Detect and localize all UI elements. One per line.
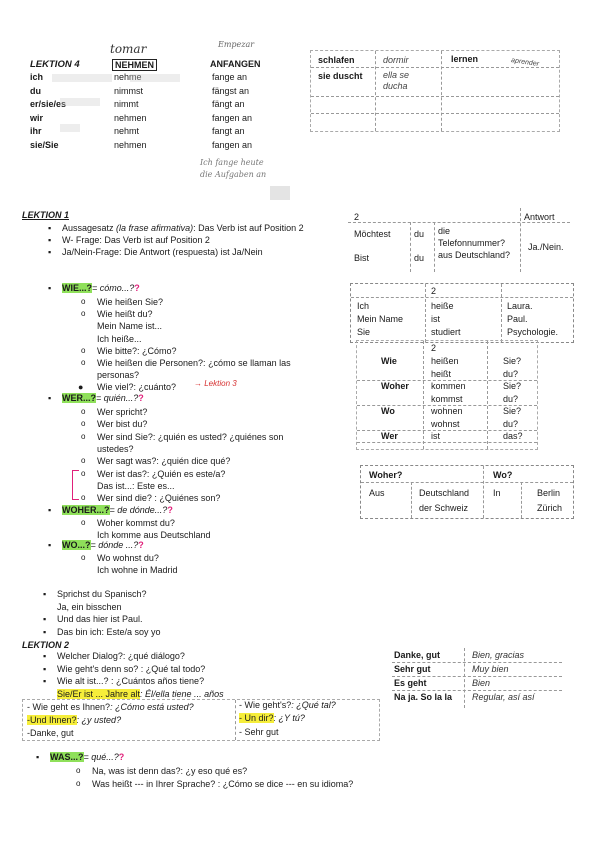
ich-cell: studiert	[431, 327, 461, 337]
pronoun: er/sie/es	[30, 99, 67, 109]
dialogue-l3: -Danke, gut	[27, 728, 74, 738]
faint-scribble	[60, 124, 80, 132]
w-cell-subject: Sie?	[503, 406, 522, 416]
dialogue-r1-de: - Wie geht's?	[239, 700, 292, 710]
nehmen-form: nehmen	[114, 112, 147, 123]
w-cell-subject: das?	[503, 431, 523, 441]
w-cell-verb: heißt	[431, 368, 452, 379]
woher-r2-c2: der Schweiz	[419, 503, 469, 513]
danke-divider	[392, 662, 562, 663]
nehmen-form: nehme	[114, 72, 142, 82]
pronoun: ich	[30, 72, 44, 82]
dialogue-l1	[27, 702, 194, 712]
antwort-h1: 2	[354, 212, 360, 222]
dialogue-r1-es: : ¿Qué tal?	[291, 700, 336, 710]
nehmen-form: nimmt	[114, 99, 139, 109]
jahre-alt-translation: : Él/ella tiene ... años	[140, 689, 224, 699]
ich-cell: Mein Name	[357, 314, 404, 324]
wie-item: o Wie heißen die Personen?: ¿cómo se llaman las	[97, 358, 291, 368]
woher-item: o Woher kommst du?	[97, 518, 175, 528]
danke-divider	[392, 676, 562, 677]
w-cell-verb: kommen	[431, 381, 466, 391]
w-h: 2	[431, 343, 437, 353]
ich-cell: Ich	[357, 301, 370, 311]
handnote-tomar: tomar	[110, 42, 147, 56]
ich-cell: Laura.	[507, 301, 533, 311]
antwort-r1-c1: Möchtest	[354, 229, 391, 239]
dialogue-r2	[239, 713, 305, 723]
pronoun: wir	[30, 112, 44, 123]
lektion2-highlight-line	[57, 689, 224, 699]
woher-label: WOHER...?	[62, 505, 110, 515]
term-frase: (la frase afirmativa)	[116, 223, 194, 233]
handnote-empezar: Empezar	[218, 40, 255, 49]
vocab-aprender: aprender	[510, 57, 540, 68]
wer-translation: = quién...?	[96, 393, 139, 403]
vocab-lernen: lernen	[451, 54, 479, 64]
woher-r1-c2: Deutschland	[419, 488, 470, 498]
woher-r1-c4: Berlin	[537, 488, 561, 498]
handnote-bottom-1: Ich fange heute	[200, 158, 264, 167]
danke-es: Bien, gracias	[472, 650, 525, 660]
table-woher	[360, 465, 574, 519]
w-cell-verb: wohnen	[431, 406, 463, 416]
woher-h1: Woher?	[369, 470, 403, 480]
danke-de: Na ja. So la la	[394, 692, 453, 702]
wo-heading: ▪ WO...?= dónde ...??	[62, 540, 144, 550]
was-item: o Na, was ist denn das?: ¿y eso qué es?	[92, 766, 247, 776]
wie-heading: ▪ WIE...?= cómo...??	[62, 283, 140, 293]
bracket-mark	[72, 470, 79, 500]
w-divider	[357, 442, 537, 443]
was-heading: ▪ WAS...?= qué...??	[50, 752, 124, 762]
scribble-mark	[270, 186, 290, 200]
w-cell-question: Wie	[381, 356, 397, 366]
pronoun: ihr	[30, 126, 42, 136]
extra-item: ▪ Und das hier ist Paul.	[57, 614, 143, 624]
woher-r1-c1: Aus	[369, 488, 385, 498]
wie-item: o Wie bitte?: ¿Cómo?	[97, 346, 177, 356]
ich-cell: Sie	[357, 327, 371, 337]
dialogue-r1	[239, 700, 336, 710]
anfangen-form: fängst an	[212, 85, 250, 96]
wie-label: WIE...?	[62, 283, 92, 293]
wie-item: Mein Name ist...	[97, 321, 163, 332]
wer-item: o Wer sind die? : ¿Quiénes son?	[97, 493, 220, 503]
wer-item: Das ist...: Este es...	[97, 480, 175, 491]
w-cell-verb: kommst	[431, 393, 463, 404]
lektion1-title: LEKTION 1	[22, 210, 70, 220]
w-cell-subject: Sie?	[503, 381, 522, 391]
ich-cell: Paul.	[507, 314, 528, 324]
anfangen-form: fangt an	[212, 126, 245, 136]
anfangen-form: fängt an	[212, 99, 245, 109]
antwort-r1-c2: du	[414, 229, 425, 239]
dialogue-l2-de: -Und Ihnen?	[27, 715, 77, 725]
lektion4-title: LEKTION 4	[30, 59, 80, 70]
wer-item: o Wer bist du?	[97, 419, 147, 429]
wo-item: o Wo wohnst du?	[97, 553, 159, 563]
table-ich	[350, 283, 574, 343]
wer-item: o Wer spricht?	[97, 407, 147, 417]
w-cell-question: Woher	[381, 381, 409, 391]
antwort-r1-c4: Ja./Nein.	[528, 242, 564, 252]
danke-divider	[392, 690, 562, 691]
wer-item: o Wer ist das?: ¿Quién es este/a?	[97, 469, 225, 479]
extra-item: ▪ Das bin ich: Este/a soy yo	[57, 627, 161, 637]
wie-item: personas?	[97, 370, 140, 381]
wer-item: o Wer sagt was?: ¿quién dice qué?	[97, 456, 230, 466]
vocab-schlafen: schlafen	[318, 55, 355, 65]
w-cell-subject: du?	[503, 368, 519, 379]
antwort-r1-c3: die Telefonnummer?	[438, 226, 506, 248]
anfangen-form: fangen an	[212, 139, 253, 150]
ich-h: 2	[431, 286, 437, 296]
wer-heading: ▪ WER...?= quién...??	[62, 393, 144, 403]
w-cell-verb: ist	[431, 431, 440, 441]
anfangen-form: fange an	[212, 72, 248, 82]
table-w	[356, 340, 538, 450]
antwort-r2-c2: du	[414, 253, 425, 263]
woher-item: Ich komme aus Deutschland	[97, 530, 211, 540]
w-cell-verb: wohnst	[431, 418, 460, 429]
woher-translation: = de dónde...?	[109, 505, 168, 515]
woher-r1-c3: In	[493, 488, 501, 498]
wo-label: WO...?	[62, 540, 91, 550]
lektion2-item: ▪ Welcher Dialog?: ¿qué diálogo?	[57, 651, 185, 661]
nehmen-form: nehmen	[114, 139, 147, 150]
woher-h2: Wo?	[493, 470, 513, 480]
danke-de: Sehr gut	[394, 664, 431, 674]
dot-bullet: ●	[78, 382, 84, 393]
table-antwort	[348, 208, 570, 272]
dialogue-box	[22, 699, 380, 741]
woher-r2-c4: Zürich	[537, 503, 563, 513]
ich-cell: ist	[431, 314, 440, 324]
w-cell-verb: heißen	[431, 356, 459, 366]
w-cell-subject: du?	[503, 418, 519, 429]
woher-heading: ▪ WOHER...?= de dónde...??	[62, 505, 173, 515]
wie-item: Ich heiße...	[97, 333, 142, 344]
was-translation: = qué...?	[83, 752, 119, 762]
bullet-aussagesatz	[62, 223, 304, 233]
wie-item: o Wie heißen Sie?	[97, 297, 163, 307]
danke-de: Es geht	[394, 678, 427, 688]
w-cell-subject: du?	[503, 393, 519, 404]
was-item: o Was heißt --- in Ihrer Sprache? : ¿Cómo se dice --- en su idioma?	[92, 779, 353, 789]
dialogue-r2-es: : ¿Y tú?	[273, 713, 305, 723]
dialogue-l2-es: : ¿y usted?	[76, 715, 122, 725]
danke-es: Regular, así así	[472, 692, 535, 702]
ich-cell: Psychologie.	[507, 327, 559, 337]
danke-es: Bien	[472, 678, 491, 688]
term-aussagesatz: Aussagesatz	[62, 223, 114, 233]
dialogue-r3: - Sehr gut	[239, 727, 279, 737]
term-pos2: : Das Verb ist auf Position 2	[193, 223, 304, 233]
anfangen-header: ANFANGEN	[210, 59, 261, 69]
extra-item: Ja, ein bisschen	[57, 601, 122, 612]
lektion2-item: ▪ Wie geht's denn so? : ¿Qué tal todo?	[57, 664, 205, 674]
dialogue-r2-de: - Un dir?	[239, 713, 274, 723]
antwort-h2: Antwort	[524, 212, 555, 222]
danke-de: Danke, gut	[394, 650, 441, 660]
lektion2-item: ▪ Wie alt ist...? : ¿Cuántos años tiene?	[57, 676, 204, 686]
faint-scribble	[60, 98, 100, 106]
vocab-sie-duscht: sie duscht	[318, 71, 363, 81]
w-cell-question: Wer	[381, 431, 398, 441]
antwort-r2-c3: aus Deutschland?	[438, 250, 511, 260]
antwort-r2-c1: Bist	[354, 253, 370, 263]
nehmen-form: nehmt	[114, 126, 140, 136]
w-cell-subject: Sie?	[503, 356, 522, 366]
danke-es: Muy bien	[472, 664, 509, 674]
w-cell-question: Wo	[381, 406, 395, 416]
vocab-ella-se-ducha: ella se ducha	[383, 70, 410, 91]
wo-translation: = dónde ...?	[90, 540, 139, 550]
nehmen-header: NEHMEN	[112, 59, 157, 71]
wo-item: Ich wohne in Madrid	[97, 565, 178, 575]
lektion3-note: → Lektion 3	[194, 379, 237, 388]
bullet-wfrage: ▪ W- Frage: Das Verb ist auf Position 2	[62, 235, 210, 245]
jahre-alt-highlight: Sie/Er ist ... Jahre alt	[57, 689, 141, 699]
wie-item: Wie viel?: ¿cuánto?	[97, 382, 177, 393]
dialogue-l1-de: - Wie geht es Ihnen?	[27, 702, 111, 712]
table-danke	[392, 648, 562, 708]
bullet-janein: ▪ Ja/Nein-Frage: Die Antwort (respuesta) ist Ja/Nein	[62, 247, 263, 257]
pronoun: du	[30, 85, 41, 96]
wie-translation: = cómo...?	[92, 283, 135, 293]
pronoun: sie/Sie	[30, 139, 59, 150]
wer-label: WER...?	[62, 393, 96, 403]
nehmen-form: nimmst	[114, 85, 143, 96]
vocab-box	[310, 50, 560, 132]
ich-cell: heiße	[431, 301, 454, 311]
handnote-bottom-2: die Aufgaben an	[200, 170, 267, 179]
was-label: WAS...?	[50, 752, 84, 762]
lektion2-title: LEKTION 2	[22, 640, 70, 650]
faint-scribble	[130, 74, 180, 82]
dialogue-l1-es: : ¿Cómo está usted?	[110, 702, 194, 712]
dialogue-l2	[27, 715, 121, 725]
wie-item: o Wie heißt du?	[97, 309, 153, 319]
wer-item: o Wer sind Sie?: ¿quién es usted? ¿quiénes son	[97, 432, 283, 442]
anfangen-form: fangen an	[212, 112, 253, 123]
vocab-dormir: dormir	[383, 55, 409, 65]
faint-scribble	[52, 74, 112, 82]
extra-item: ▪ Sprichst du Spanisch?	[57, 589, 147, 599]
wer-item: ustedes?	[97, 443, 134, 454]
